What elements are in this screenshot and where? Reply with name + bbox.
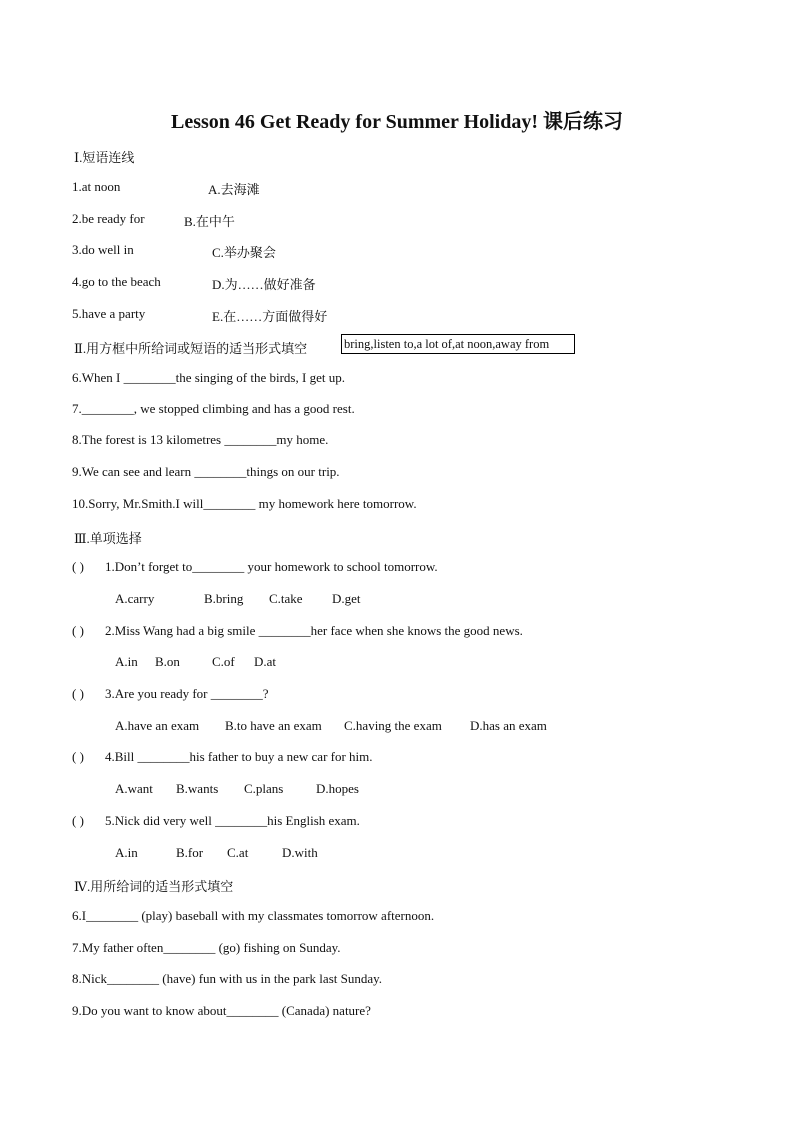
answer-paren: ( ) bbox=[72, 623, 84, 638]
mc-question-4: 4.Bill ________his father to buy a new car for him. bbox=[105, 749, 373, 764]
mc-option: D.with bbox=[282, 845, 318, 860]
phrase-right-c: C.举办聚会 bbox=[212, 245, 276, 260]
answer-paren: ( ) bbox=[72, 813, 84, 828]
verb-item-6: 6.I________ (play) baseball with my classmates tomorrow afternoon. bbox=[72, 908, 435, 923]
verb-item-9: 9.Do you want to know about________ (Canada) nature? bbox=[72, 1003, 371, 1018]
phrase-left-4: 4.go to the beach bbox=[72, 274, 161, 289]
verb-item-8: 8.Nick________ (have) fun with us in the park last Sunday. bbox=[72, 971, 383, 986]
phrase-left-3: 3.do well in bbox=[72, 242, 134, 257]
mc-question-3: 3.Are you ready for ________? bbox=[105, 686, 269, 701]
phrase-right-e: E.在……方面做得好 bbox=[212, 309, 328, 324]
phrase-right-b: B.在中午 bbox=[184, 214, 235, 229]
section-2-heading: Ⅱ.用方框中所给词或短语的适当形式填空 bbox=[74, 341, 308, 356]
mc-option: C.at bbox=[227, 845, 249, 860]
answer-paren: ( ) bbox=[72, 686, 84, 701]
mc-question-5: 5.Nick did very well ________his English exam. bbox=[105, 813, 360, 828]
phrase-left-5: 5.have a party bbox=[72, 306, 146, 321]
page-title: Lesson 46 Get Ready for Summer Holiday! 课后练习 bbox=[170, 111, 624, 133]
mc-option: C.plans bbox=[244, 781, 284, 796]
mc-option: D.hopes bbox=[316, 781, 359, 796]
mc-option: A.in bbox=[115, 654, 138, 669]
mc-option: B.for bbox=[176, 845, 204, 860]
mc-option: A.in bbox=[115, 845, 138, 860]
mc-option: A.have an exam bbox=[115, 718, 200, 733]
mc-option: C.of bbox=[212, 654, 235, 669]
fill-item-6: 6.When I ________the singing of the birds, I get up. bbox=[72, 370, 345, 385]
phrase-left-1: 1.at noon bbox=[72, 179, 121, 194]
mc-option: B.bring bbox=[204, 591, 244, 606]
mc-option: D.has an exam bbox=[470, 718, 547, 733]
mc-question-1: 1.Don’t forget to________ your homework to school tomorrow. bbox=[105, 559, 438, 574]
mc-option: A.carry bbox=[115, 591, 155, 606]
section-4-heading: Ⅳ.用所给词的适当形式填空 bbox=[74, 879, 234, 894]
fill-item-10: 10.Sorry, Mr.Smith.I will________ my homework here tomorrow. bbox=[72, 496, 417, 511]
phrase-left-2: 2.be ready for bbox=[72, 211, 145, 226]
mc-question-2: 2.Miss Wang had a big smile ________her face when she knows the good news. bbox=[105, 623, 523, 638]
section-1-heading: Ⅰ.短语连线 bbox=[74, 150, 135, 165]
verb-item-7: 7.My father often________ (go) fishing on Sunday. bbox=[72, 940, 341, 955]
answer-paren: ( ) bbox=[72, 559, 84, 574]
fill-item-8: 8.The forest is 13 kilometres ________my home. bbox=[72, 432, 329, 447]
mc-option: A.want bbox=[115, 781, 153, 796]
word-box: bring,listen to,a lot of,at noon,away from bbox=[341, 334, 575, 354]
fill-item-9: 9.We can see and learn ________things on our trip. bbox=[72, 464, 340, 479]
phrase-right-d: D.为……做好准备 bbox=[212, 277, 316, 292]
mc-option: B.on bbox=[155, 654, 180, 669]
mc-option: C.having the exam bbox=[344, 718, 442, 733]
fill-item-7: 7.________, we stopped climbing and has a good rest. bbox=[72, 401, 355, 416]
mc-option: D.get bbox=[332, 591, 361, 606]
answer-paren: ( ) bbox=[72, 749, 84, 764]
phrase-right-a: A.去海滩 bbox=[208, 182, 260, 197]
mc-option: B.to have an exam bbox=[225, 718, 322, 733]
mc-option: B.wants bbox=[176, 781, 219, 796]
mc-option: D.at bbox=[254, 654, 277, 669]
section-3-heading: Ⅲ.单项选择 bbox=[74, 531, 142, 546]
mc-option: C.take bbox=[269, 591, 303, 606]
